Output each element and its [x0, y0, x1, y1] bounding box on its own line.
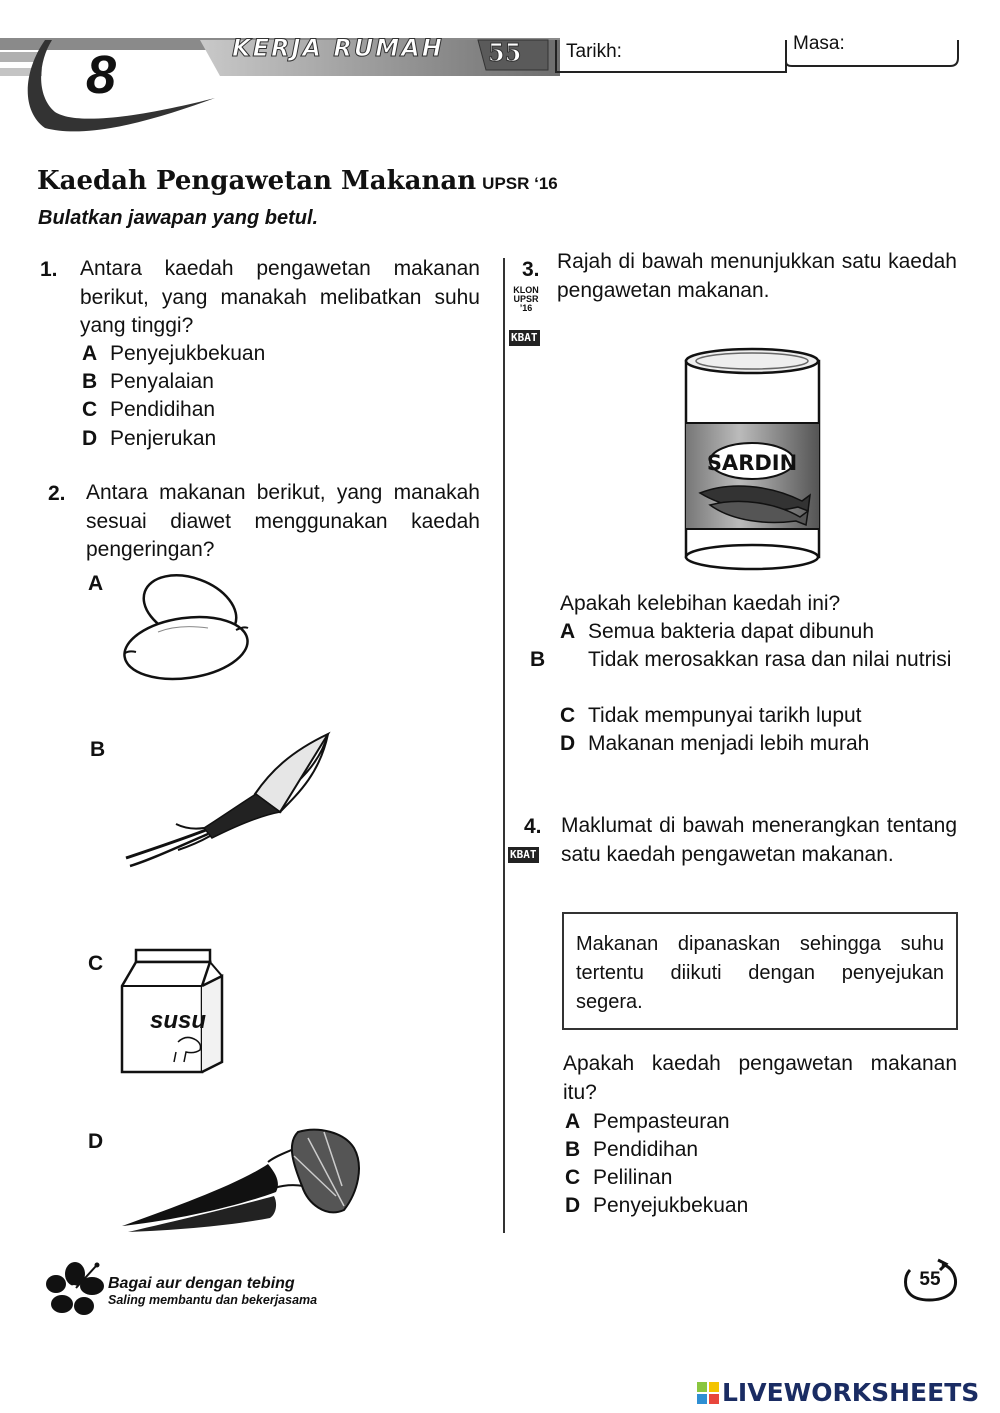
question-1-text: Antara kaedah pengawetan makanan berikut, yang manakah melibatkan suhu yang tinggi?: [80, 257, 480, 337]
question-1-number: 1.: [40, 258, 58, 281]
brand-name: LIVEWORKSHEETS: [722, 1378, 980, 1407]
option-letter: D: [82, 427, 98, 450]
question-4-number: 4.: [524, 815, 542, 838]
option-text: Pendidihan: [593, 1138, 699, 1161]
question-4-prompt: Apakah kaedah pengawetan makanan itu?: [563, 1052, 957, 1104]
question-2-option-d-label[interactable]: D: [88, 1130, 104, 1153]
proverb: Bagai aur dengan tebing: [108, 1275, 295, 1292]
question-2-number: 2.: [48, 482, 66, 505]
question-1-option-c[interactable]: [82, 396, 215, 425]
klon-tag: KLON UPSR ’16: [513, 285, 539, 313]
milk-carton-icon[interactable]: [118, 946, 230, 1082]
kbat-badge: KBAT: [511, 331, 538, 344]
question-1-option-b[interactable]: [82, 368, 214, 397]
option-letter: A: [560, 620, 576, 643]
option-text: Penyejukbekuan: [593, 1194, 749, 1217]
can-label: SARDIN: [706, 451, 798, 475]
option-letter: B: [530, 648, 546, 671]
time-field-label: Masa:: [793, 33, 845, 54]
question-4-option-a[interactable]: [565, 1108, 730, 1137]
option-text: Pempasteuran: [593, 1110, 730, 1133]
option-text: Tidak mempunyai tarikh luput: [588, 704, 862, 727]
question-3-option-c[interactable]: [560, 702, 862, 731]
question-1-option-a[interactable]: [82, 340, 265, 369]
option-text: Pendidihan: [110, 398, 216, 421]
question-3-text: Rajah di bawah menunjukkan satu kaedah pengawetan makanan.: [557, 250, 957, 302]
option-text: Tidak merosakkan rasa dan nilai nutrisi: [588, 648, 952, 671]
squid-icon[interactable]: [120, 732, 335, 872]
option-letter: A: [82, 342, 98, 365]
liveworksheets-logo-icon: [697, 1382, 719, 1404]
option-text: Makanan menjadi lebih murah: [588, 732, 870, 755]
question-2-option-b-label[interactable]: B: [90, 738, 106, 761]
exam-tag: UPSR ‘16: [482, 174, 558, 193]
homework-number: 55: [488, 38, 522, 67]
question-4-option-d[interactable]: [565, 1192, 748, 1221]
carrot-icon[interactable]: [118, 1126, 368, 1246]
question-3-option-b[interactable]: [530, 646, 958, 675]
option-letter: B: [565, 1138, 581, 1161]
info-box: Makanan dipanaskan sehingga suhu tertentu diikuti dengan penyejukan segera.: [562, 912, 958, 1030]
instruction: Bulatkan jawapan yang betul.: [38, 207, 319, 229]
unit-number: 8: [86, 45, 117, 105]
option-letter: C: [565, 1166, 581, 1189]
option-text: Penjerukan: [110, 427, 217, 450]
question-2-option-c-label[interactable]: C: [88, 952, 104, 975]
question-1-option-d[interactable]: [82, 425, 216, 454]
question-3-number: 3.: [522, 258, 540, 281]
kbat-badge: KBAT: [510, 848, 537, 861]
question-2-option-a-label[interactable]: A: [88, 572, 104, 595]
question-2-text: Antara makanan berikut, yang manakah sesuai diawet menggunakan kaedah pengeringan?: [86, 481, 480, 561]
proverb-meaning: Saling membantu dan bekerjasama: [108, 1293, 318, 1307]
option-letter: D: [560, 732, 576, 755]
question-3-option-a[interactable]: [560, 618, 874, 647]
lemon-icon[interactable]: [118, 570, 258, 685]
question-3-prompt: Apakah kelebihan kaedah ini?: [560, 592, 841, 615]
page-title: [37, 166, 558, 196]
option-letter: D: [565, 1194, 581, 1217]
date-field-label: Tarikh:: [566, 41, 622, 62]
header-band: [0, 0, 1000, 150]
page-title-text: Kaedah Pengawetan Makanan: [37, 166, 477, 196]
question-4-option-b[interactable]: [565, 1136, 698, 1165]
question-4-option-c[interactable]: [565, 1164, 672, 1193]
hibiscus-icon: [46, 1262, 104, 1316]
option-letter: C: [560, 704, 576, 727]
option-text: Penyejukbekuan: [110, 342, 266, 365]
option-letter: C: [82, 398, 98, 421]
option-text: Penyalaian: [110, 370, 214, 393]
sardine-can-icon[interactable]: [680, 345, 825, 570]
page-number: 55: [919, 1269, 941, 1290]
carton-text: susu: [150, 1007, 207, 1034]
option-text: Semua bakteria dapat dibunuh: [588, 620, 875, 643]
homework-label: KERJA RUMAH: [232, 34, 444, 62]
question-4-text: Maklumat di bawah menerangkan tentang satu kaedah pengawetan makanan.: [561, 814, 957, 866]
option-letter: B: [82, 370, 98, 393]
option-text: Pelilinan: [593, 1166, 673, 1189]
column-divider: [503, 258, 505, 1233]
question-3-option-d[interactable]: [560, 730, 869, 759]
option-letter: A: [565, 1110, 581, 1133]
